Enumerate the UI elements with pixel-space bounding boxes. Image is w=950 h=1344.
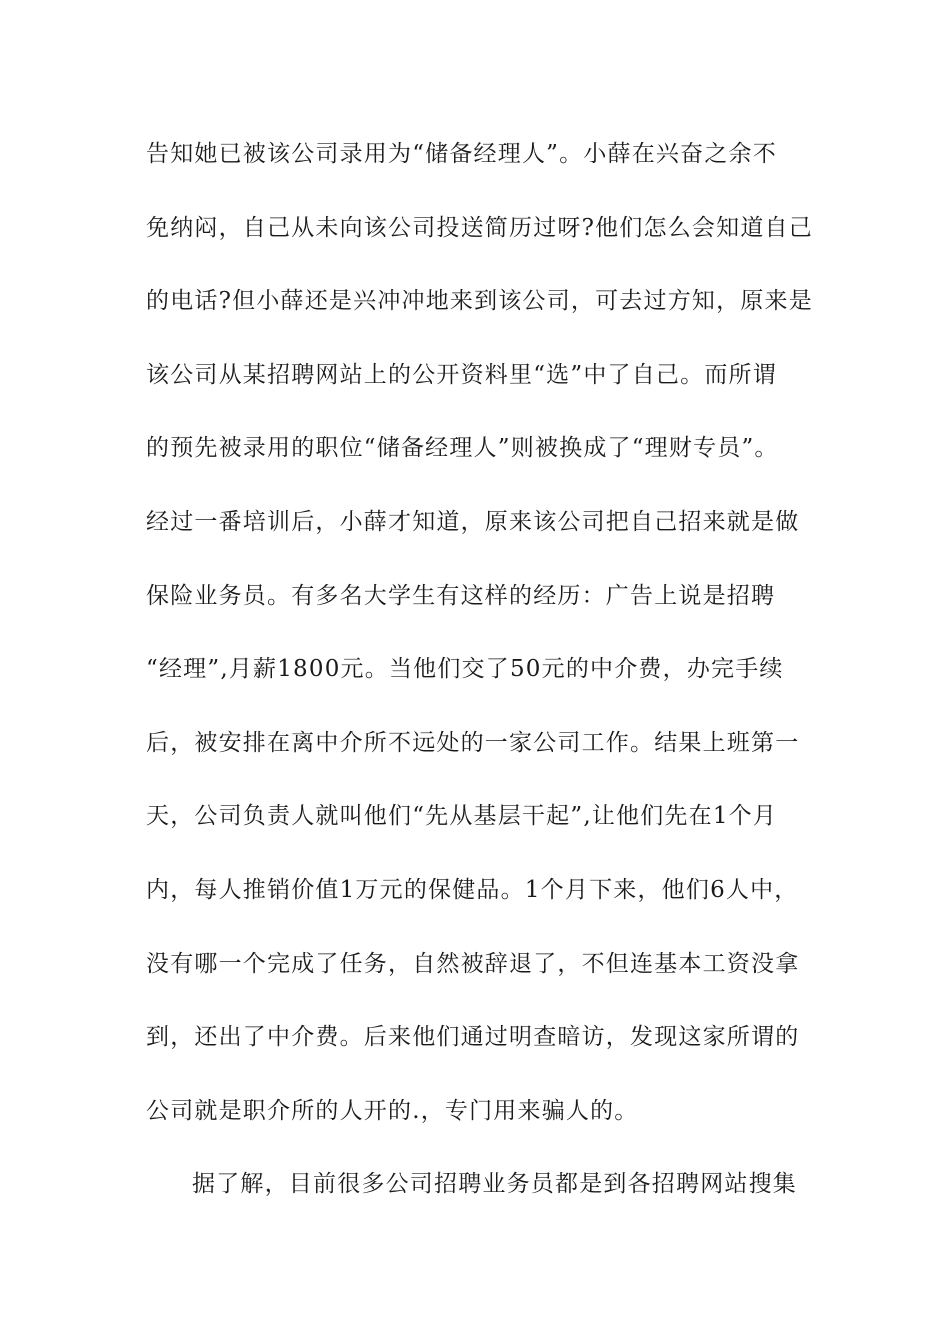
text-line: 没有哪一个完成了任务，自然被辞退了，不但连基本工资没拿	[146, 950, 800, 977]
text-line: 的预先被录用的职位“储备经理人”则被换成了“理财专员”。	[146, 435, 779, 462]
text-line: 公司就是职介所的人开的.，专门用来骗人的。	[146, 1097, 639, 1124]
text-line: 到，还出了中介费。后来他们通过明查暗访，发现这家所谓的	[146, 1024, 800, 1051]
text-line: 告知她已被该公司录用为“储备经理人”。小薛在兴奋之余不	[146, 141, 777, 167]
text-line: 该公司从某招聘网站上的公开资料里“选”中了自己。而所谓	[146, 361, 777, 388]
text-line: 天，公司负责人就叫他们“先从基层干起”,让他们先在1个月	[146, 803, 778, 830]
document-body	[146, 131, 826, 1235]
text-line: “经理”,月薪1800元。当他们交了50元的中介费，办完手续	[146, 656, 784, 683]
text-line: 保险业务员。有多名大学生有这样的经历：广告上说是招聘	[146, 582, 776, 609]
paragraph-start-line: 据了解，目前很多公司招聘业务员都是到各招聘网站搜集	[192, 1171, 797, 1198]
text-line: 后，被安排在离中介所不远处的一家公司工作。结果上班第一	[146, 729, 800, 756]
text-line: 内，每人推销价值1万元的保健品。1个月下来，他们6人中，	[146, 876, 799, 903]
text-line: 免纳闷，自己从未向该公司投送简历过呀?他们怎么会知道自己	[146, 214, 813, 241]
text-line: 的电话?但小薛还是兴冲冲地来到该公司，可去过方知，原来是	[146, 288, 813, 315]
text-line: 经过一番培训后，小薛才知道，原来该公司把自己招来就是做	[146, 508, 800, 535]
